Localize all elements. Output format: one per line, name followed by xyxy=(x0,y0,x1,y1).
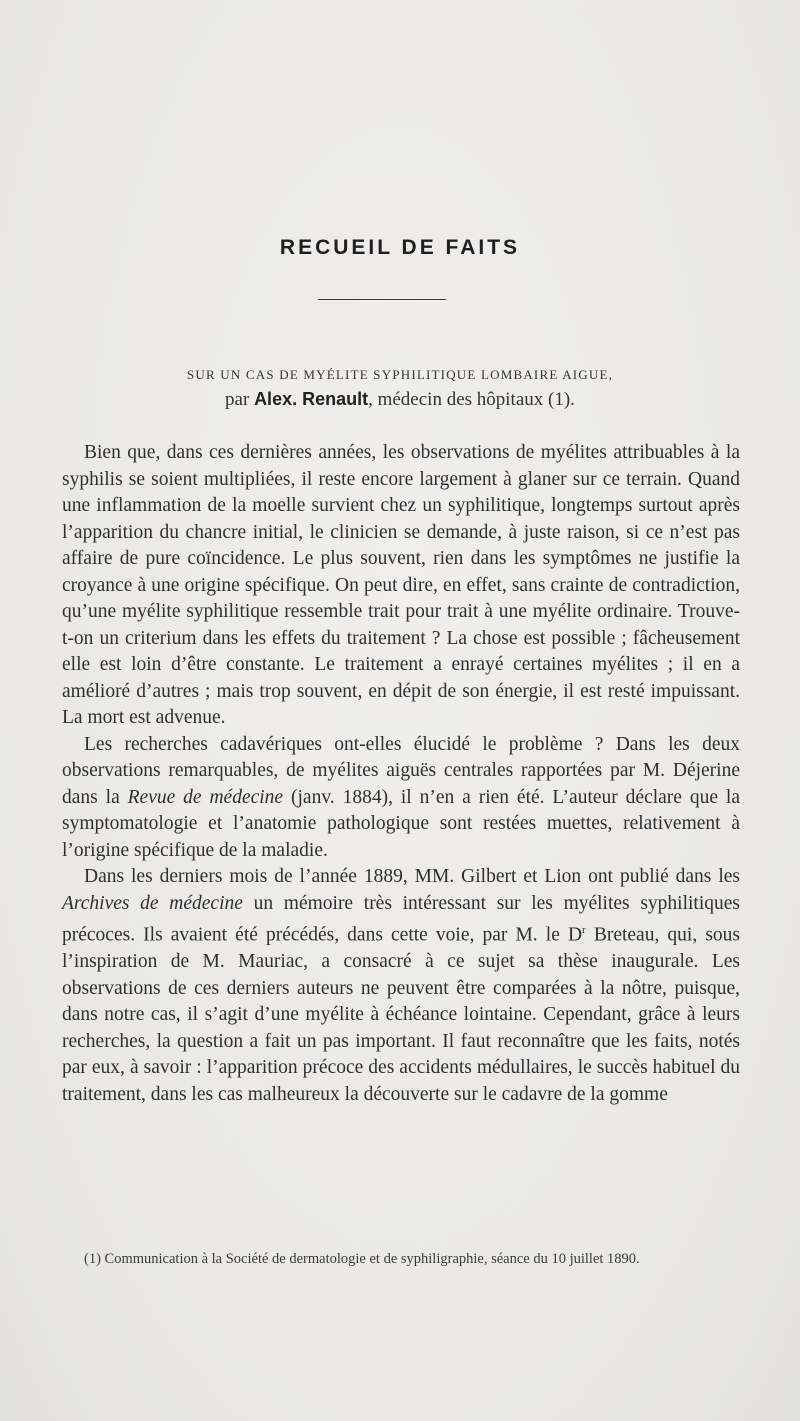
footnote-text: (1) Communication à la Société de dermatologie et de syphiligraphie, séance du 10 juillet 1890. xyxy=(84,1251,640,1267)
journal-title: Revue de médecine xyxy=(127,786,284,808)
paragraph-text: (janv. 1884), il n’en a rien été. L’auteur déclare que la symptomatologie et l’anatomie pathologique sont restées muettes, relativement à l’origine spécifique de la maladie. xyxy=(62,786,740,861)
article-body xyxy=(62,440,740,1108)
footnote xyxy=(62,1250,740,1269)
journal-title: Archives de médecine xyxy=(62,892,243,914)
paragraph-text: Dans les derniers mois de l’année 1889, MM. Gilbert et Lion ont publié dans les xyxy=(84,866,740,887)
byline xyxy=(0,389,800,411)
byline-prefix: par xyxy=(225,389,255,410)
paragraph-text: Bien que, dans ces dernières années, les observations de myélites attribuables à la syphilis se soient multipliées, il reste encore largement à glaner sur ce terrain. Quand une inflammation de la moelle survient chez un syphilitique, longtemps surtout après l’apparition du chancre initial, le clinicien se demande, à juste raison, si ce n’est pas affaire de pure coïncidence. Le plus souvent, rien dans les symptômes ne justifie la croyance à une origine spécifique. On peut dire, en effet, sans crainte de contradiction, qu’une myélite syphilitique ressemble trait pour trait à une myélite ordinaire. Trouve-t-on un criterium dans les effets du traitement ? La chose est possible ; fâcheusement elle est loin d’être constante. Le traitement a enrayé certaines myélites ; il en a amélioré d’autres ; mais trop souvent, en dépit de son énergie, il est resté impuissant. La mort est advenue. xyxy=(62,442,740,728)
paragraph-text: Breteau, qui, sous l’inspiration de M. Mauriac, a consacré à ce sujet sa thèse inaugurale. Les observations de ces derniers auteurs ne peuvent être comparées à la nôtre, puisque, dans notre cas, il s’agit d’une myélite à échéance lointaine. Cependant, grâce à leurs recherches, la question a fait un pas important. Il faut reconnaître que les faits, notés par eux, à savoir : l’apparition précoce des accidents médullaires, le succès habituel du traitement, dans les cas malheureux la découverte sur le cadavre de la gomme xyxy=(62,924,740,1105)
heading-rule xyxy=(318,299,446,300)
paragraph xyxy=(62,732,740,865)
superscript: r xyxy=(582,924,586,936)
byline-suffix: , médecin des hôpitaux (1). xyxy=(368,389,575,410)
paragraph-text: Les recherches cadavériques ont-elles élucidé le problème ? Dans les deux observations remarquables, de myélites aiguës centrales rapportées par M. Déjerine dans la xyxy=(62,733,740,808)
paragraph-text: un mémoire très intéressant sur les myélites syphilitiques précoces. Ils avaient été précédés, dans cette voie, par M. le D xyxy=(62,892,740,946)
article-title: SUR UN CAS DE MYÉLITE SYPHILITIQUE LOMBAIRE AIGUE, xyxy=(186,367,614,382)
paragraph xyxy=(62,440,740,732)
section-heading: RECUEIL DE FAITS xyxy=(279,236,521,259)
paragraph xyxy=(62,864,740,1108)
author-name: Alex. Renault xyxy=(254,389,369,409)
